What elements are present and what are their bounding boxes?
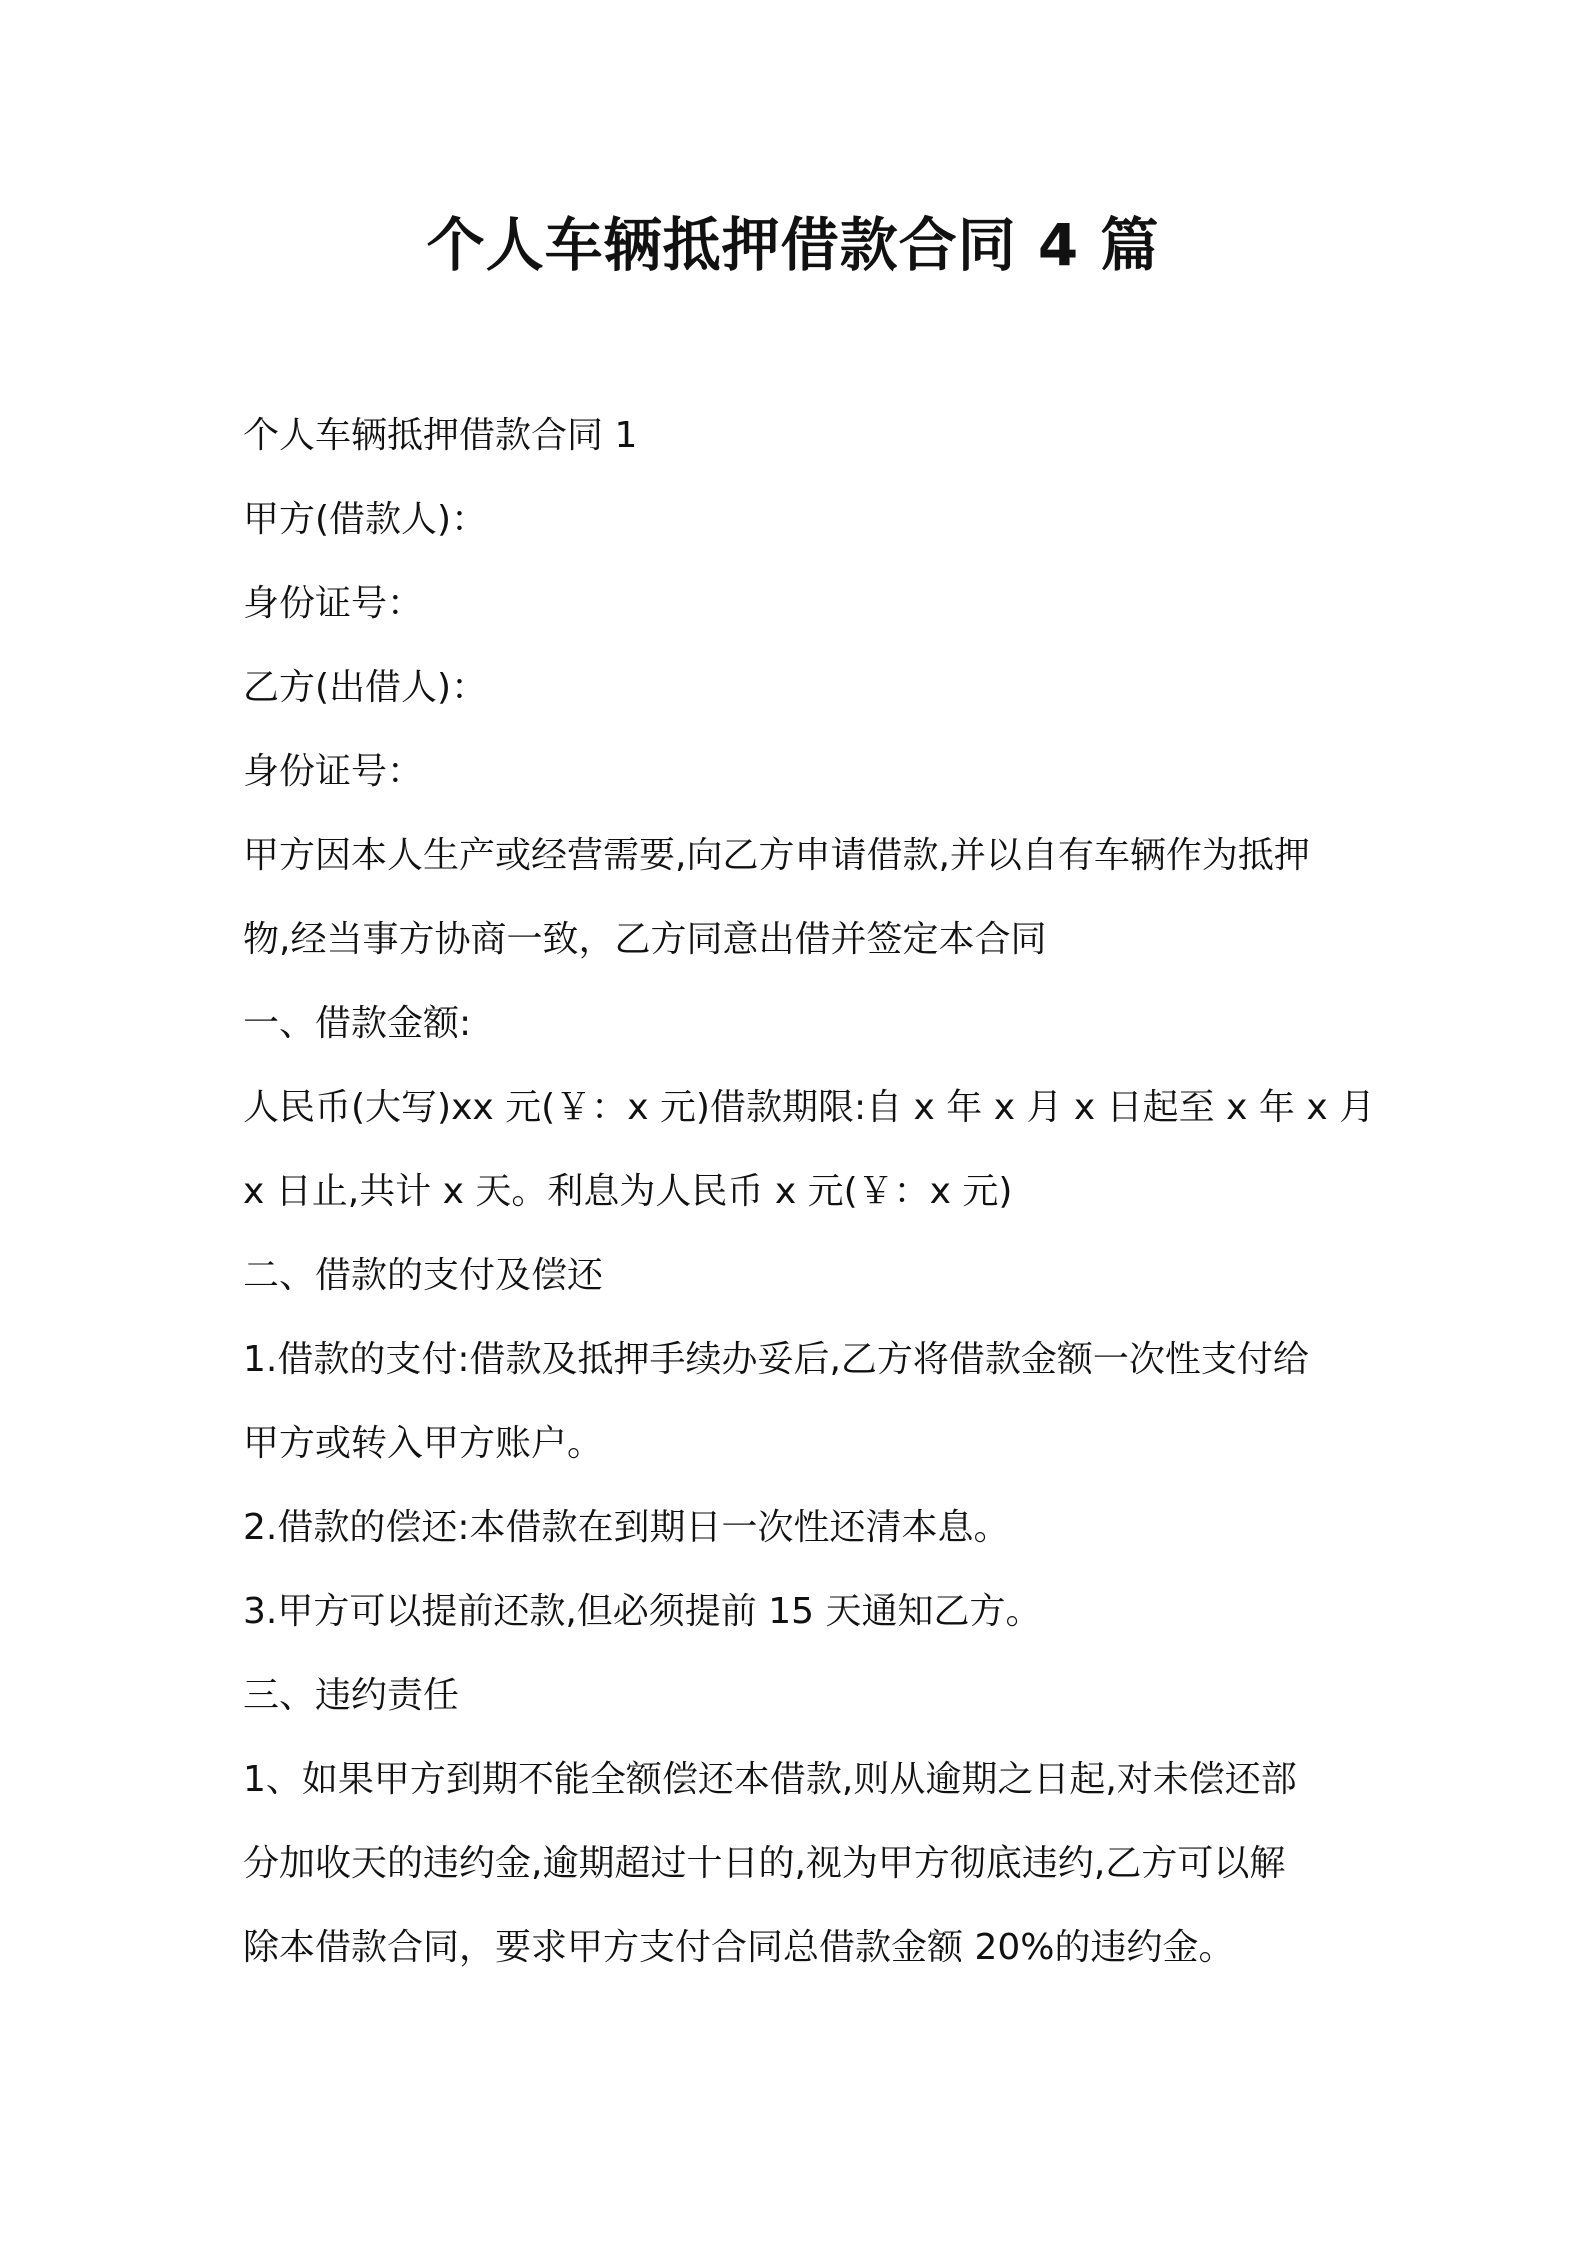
party-b-id-label: 身份证号：: [243, 751, 424, 792]
breach-item-1-line-2: 分加收天的违约金,逾期超过十日的,视为甲方彻底违约,乙方可以解: [243, 1843, 1286, 1884]
loan-amount-line-1: 人民币(大写)xx 元(￥：x 元)借款期限:自 x 年 x 月 x 日起至 x 年 x 月: [243, 1087, 1376, 1128]
breach-item-1-line-1: 1、如果甲方到期不能全额偿还本借款,则从逾期之日起,对未偿还部: [243, 1759, 1297, 1800]
clause-heading-breach: 三、违约责任: [243, 1675, 460, 1716]
document-title: 个人车辆抵押借款合同 4 篇: [426, 211, 1160, 279]
preamble-line-2: 物,经当事方协商一致，乙方同意出借并签定本合同: [243, 919, 1047, 960]
clause-heading-loan-amount: 一、借款金额:: [243, 1003, 472, 1044]
clause-heading-payment: 二、借款的支付及偿还: [243, 1255, 604, 1296]
breach-item-1-line-3: 除本借款合同，要求甲方支付合同总借款金额 20%的违约金。: [243, 1927, 1235, 1968]
party-a-id-label: 身份证号：: [243, 583, 424, 624]
preamble-line-1: 甲方因本人生产或经营需要,向乙方申请借款,并以自有车辆作为抵押: [243, 835, 1310, 876]
loan-amount-line-2: x 日止,共计 x 天。利息为人民币 x 元(￥：x 元): [243, 1171, 1013, 1212]
payment-item-1-line-1: 1.借款的支付:借款及抵押手续办妥后,乙方将借款金额一次性支付给: [243, 1339, 1309, 1380]
party-b-label: 乙方(出借人)：: [243, 667, 488, 708]
section-heading-contract-1: 个人车辆抵押借款合同 1: [243, 415, 638, 456]
payment-item-1-line-2: 甲方或转入甲方账户。: [243, 1423, 604, 1464]
payment-item-3: 3.甲方可以提前还款,但必须提前 15 天通知乙方。: [243, 1591, 1042, 1632]
payment-item-2: 2.借款的偿还:本借款在到期日一次性还清本息。: [243, 1507, 1010, 1548]
party-a-label: 甲方(借款人)：: [243, 499, 488, 540]
